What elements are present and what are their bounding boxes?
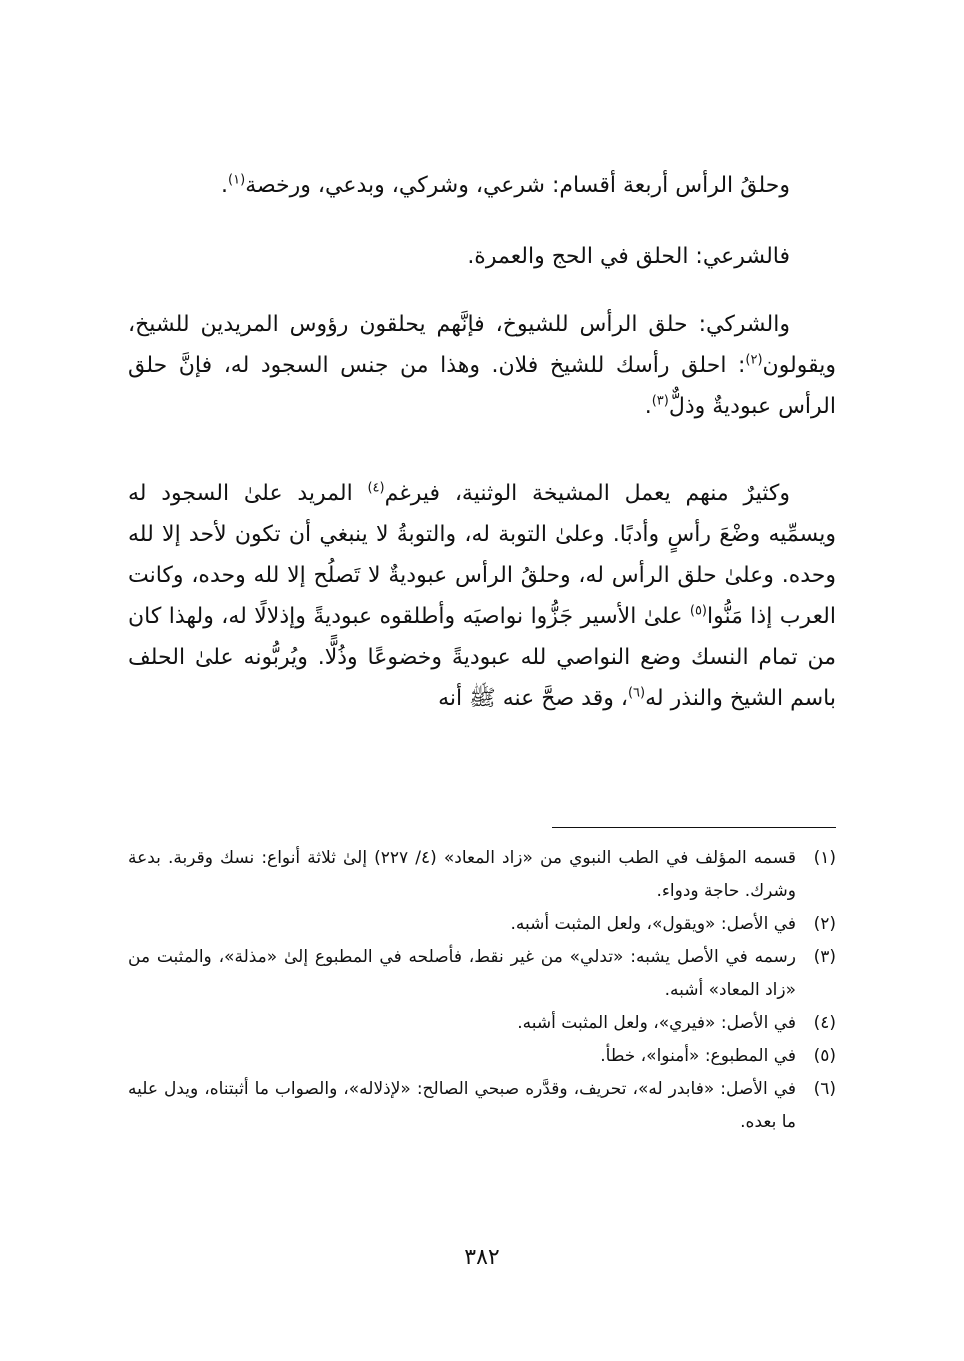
footnote-number: (٤) (813, 1013, 836, 1033)
paragraph-lawful-shaving (128, 236, 836, 277)
footnote-6 (128, 1073, 836, 1139)
footnote-1 (128, 842, 836, 908)
paragraph-text: وكثيرٌ منهم يعمل المشيخة الوثنية، فيرغم (384, 481, 790, 506)
footnote-ref-2[interactable]: (٢) (745, 352, 763, 368)
footnote-text: في الأصل: «ويقول»، ولعل المثبت أشبه. (510, 914, 796, 934)
footnote-text: في المطبوع: «أمنوا»، خطأ. (600, 1046, 796, 1066)
paragraph-shirk-shaving (128, 304, 836, 427)
footnote-text: رسمه في الأصل يشبه: «تدلي» من غير نقط، فأصلحه في المطبوع إلىٰ «مذلة»، والمثبت من «زاد المعاد» أشبه. (128, 947, 796, 1000)
footnote-ref-1[interactable]: (١) (228, 172, 246, 188)
paragraph-text: فالشرعي: الحلق في الحج والعمرة. (467, 244, 790, 269)
footnote-3 (128, 941, 836, 1007)
paragraph-head-shaving-categories (128, 165, 836, 206)
footnote-4 (128, 1007, 836, 1040)
footnotes (128, 842, 836, 1139)
paragraph-text: المريد علىٰ السجود له ويسمِّيه وضْعَ رأسٍ وأدبًا. وعلىٰ التوبة له، والتوبةُ لا ينبغي أن تكون لأحد إلا لله وحده. وعلىٰ حلق الرأس له، وحلقُ الرأس عبوديةٌ لا تَصلُح إلا لله وحده، وكانت العرب إذا مَنُّوا (128, 481, 836, 629)
page-number: ٣٨٢ (464, 1245, 500, 1270)
footnote-number: (٢) (813, 914, 836, 934)
paragraph-text: : احلق رأسك للشيخ فلان. وهذا من جنس السجود له، فإنَّ حلق الرأس عبوديةٌ وذلٌّ (128, 353, 836, 419)
paragraph-text: والشركي: حلق الرأس للشيوخ، فإنَّهم يحلقون رؤوس المريدين للشيخ، ويقولون (128, 312, 836, 378)
footnote-number: (٣) (813, 947, 836, 967)
footnote-2 (128, 908, 836, 941)
footnote-ref-6[interactable]: (٦) (627, 685, 646, 701)
footnote-text: في الأصل: «فابدر له»، تحريف، وقدَّره صبحي الصالح: «لإذلاله»، والصواب ما أثبتناه، ويدل عليه ما بعده. (128, 1079, 796, 1132)
footnote-text: قسمه المؤلف في الطب النبوي من «زاد المعاد» (٤/ ٢٢٧) إلىٰ ثلاثة أنواع: نسك وقربة. بدعة وشرك. حاجة ودواء. (128, 848, 797, 901)
footnote-text: في الأصل: «فيري»، ولعل المثبت أشبه. (517, 1013, 796, 1033)
footnote-number: (٥) (813, 1046, 836, 1066)
footnote-number: (٦) (813, 1079, 836, 1099)
paragraph-text: وحلقُ الرأس أربعة أقسام: شرعي، وشركي، وبدعي، ورخصة (245, 173, 790, 198)
footnote-ref-5[interactable]: (٥) (689, 603, 707, 619)
paragraph-text: علىٰ الأسير جَزُّوا نواصيَه وأطلقوه عبوديةً وإذلالًا له، ولهذا كان من تمام النسك وضع النواصي لله عبوديةً وخضوعًا وذُلًّا. ويُربُّونه علىٰ الحلف باسم الشيخ والنذر له (128, 604, 836, 711)
paragraph-text: ، وقد صحَّ عنه ﷺ أنه (438, 686, 628, 711)
footnote-ref-3[interactable]: (٣) (651, 393, 669, 409)
paragraph-pagan-sheikhdom (128, 473, 836, 719)
paragraph-end: . (221, 173, 229, 198)
paragraph-end: . (644, 394, 652, 419)
footnote-number: (١) (813, 848, 836, 868)
footnote-5 (128, 1040, 836, 1073)
footnote-ref-4[interactable]: (٤) (367, 480, 385, 496)
footnote-separator (552, 827, 836, 828)
